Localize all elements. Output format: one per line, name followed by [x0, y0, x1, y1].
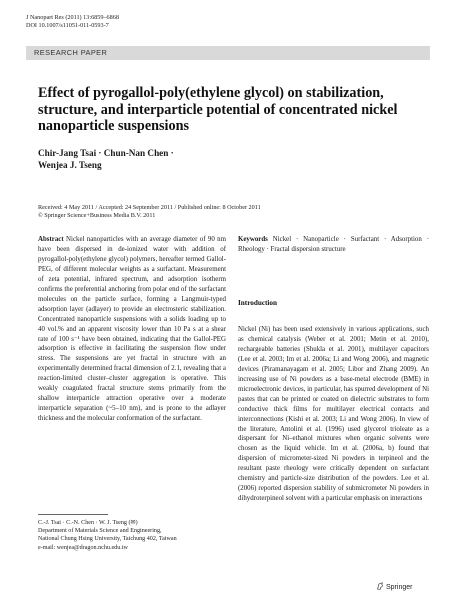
introduction-heading: Introduction: [238, 299, 278, 307]
author-line-2: Wenjea J. Tseng: [38, 160, 102, 170]
article-type-banner: [26, 46, 430, 60]
abstract-label: Abstract: [38, 236, 64, 243]
abstract-text: Nickel nanoparticles with an average diameter of 90 nm have been dispersed in de-ionized water with addition of pyrogallol-poly(ethylene glycol) polymers, hereafter termed Gallol-PEG, of different molecular weights as a surfactant. Measurement of zeta potential, infrared spectrum, and adsorption isotherm confirms the preferential anchoring from polar end of the surfactant molecules on the particle surface, forming a Langmuir-typed adsorption layer (adlayer) to provide an electrosteric stabilization. Concentrated nanoparticle suspensions with a solids loading up to 40 vol.% and an apparent viscosity lower than 10 Pa s at a shear rate of 100 s⁻¹ have been obtained, indicating that the Gallol-PEG adsorption is effective in facilitating the suspension flow under stress. The suspensions are yet fractal in structure with an experimentally determined fractal dimension of 2.1, revealing that a reaction-limited cluster–cluster aggregation is operative. This weakly coagulated fractal structure stems primarily from the shallow interparticle attraction operative over a moderate interparticle separation (~5–10 nm), and is prone to the adlayer thickness and the molecular conformation of the surfactant.: [38, 236, 226, 423]
journal-citation: J Nanopart Res (2011) 13:6859–6868: [26, 14, 119, 21]
article-type-label: RESEARCH PAPER: [34, 48, 108, 57]
doi[interactable]: DOI 10.1007/s11051-011-0593-7: [26, 22, 109, 29]
footnote-university: National Chung Hsing University, Taichung 402, Taiwan: [38, 536, 177, 543]
footnote-email[interactable]: e-mail: wenjea@dragon.nchu.edu.tw: [38, 544, 128, 551]
keywords-text: Nickel · Nanoparticle · Surfactant · Adsorption · Rheology · Fractal dispersion structure: [238, 236, 429, 253]
keywords-section: [238, 235, 429, 255]
author-list: [38, 147, 338, 171]
springer-horse-icon: [376, 582, 384, 590]
keywords-label: Keywords: [238, 236, 268, 243]
footnote-authors: C.-J. Tsai · C.-N. Chen · W. J. Tseng (✉): [38, 520, 138, 526]
received-accepted-line: Received: 4 May 2011 / Accepted: 24 September 2011 / Published online: 8 October 2011: [38, 204, 261, 211]
publisher-name: Springer: [386, 584, 413, 591]
abstract-section: [38, 235, 226, 424]
copyright-line: © Springer Science+Business Media B.V. 2011: [38, 212, 156, 220]
author-line-1: Chir-Jang Tsai · Chun-Nan Chen ·: [38, 148, 174, 158]
publisher-logo: [376, 582, 412, 591]
footnote-rule: [38, 514, 108, 515]
paper-title: Effect of pyrogallol-poly(ethylene glycol) on stabilization, structure, and interparticle potential of concentrated nickel nanoparticle suspensions: [38, 85, 398, 134]
footnote-department: Department of Materials Science and Engineering,: [38, 528, 162, 535]
publication-dates: [38, 204, 428, 220]
introduction-text: Nickel (Ni) has been used extensively in various applications, such as chemical catalysis (Weber et al. 2001; Metin et al. 2010), rechargeable batteries (Shukla et al. 2001), multilayer capacitors (Lee et al. 2003; Im et al. 2006a; Li and Wong 2006), and magnetic devices (Piramanayagam et al. 2005; Libor and Zhang 2009). An increasing use of Ni powders as a base-metal electrode (BME) in microelectronic devices, in particular, has spurred development of Ni pastes that can be printed or coated on dielectric substrates to form conductive thick films for multilayer electrical contacts and interconnections (Kishi et al. 2003; Li and Wong 2006). In view of the literature, Antolini et al. (1996) used glycerol trioleate as a dispersant for Ni–ethanol mixtures when organic solvents were chosen as the liquid vehicle. Im et al. (2006a, b) found that dispersion of micrometer-sized Ni powders in terpineol and the resultant paste rheology were critically dependent on surfactant chemistry and particle-size distribution of the powders. Lee et al. (2006) reported dispersion stability of submicrometer Ni powders in dihydroterpineol solvent with a particular emphasis on interactions: [238, 326, 429, 503]
author-affiliation: [38, 519, 226, 552]
